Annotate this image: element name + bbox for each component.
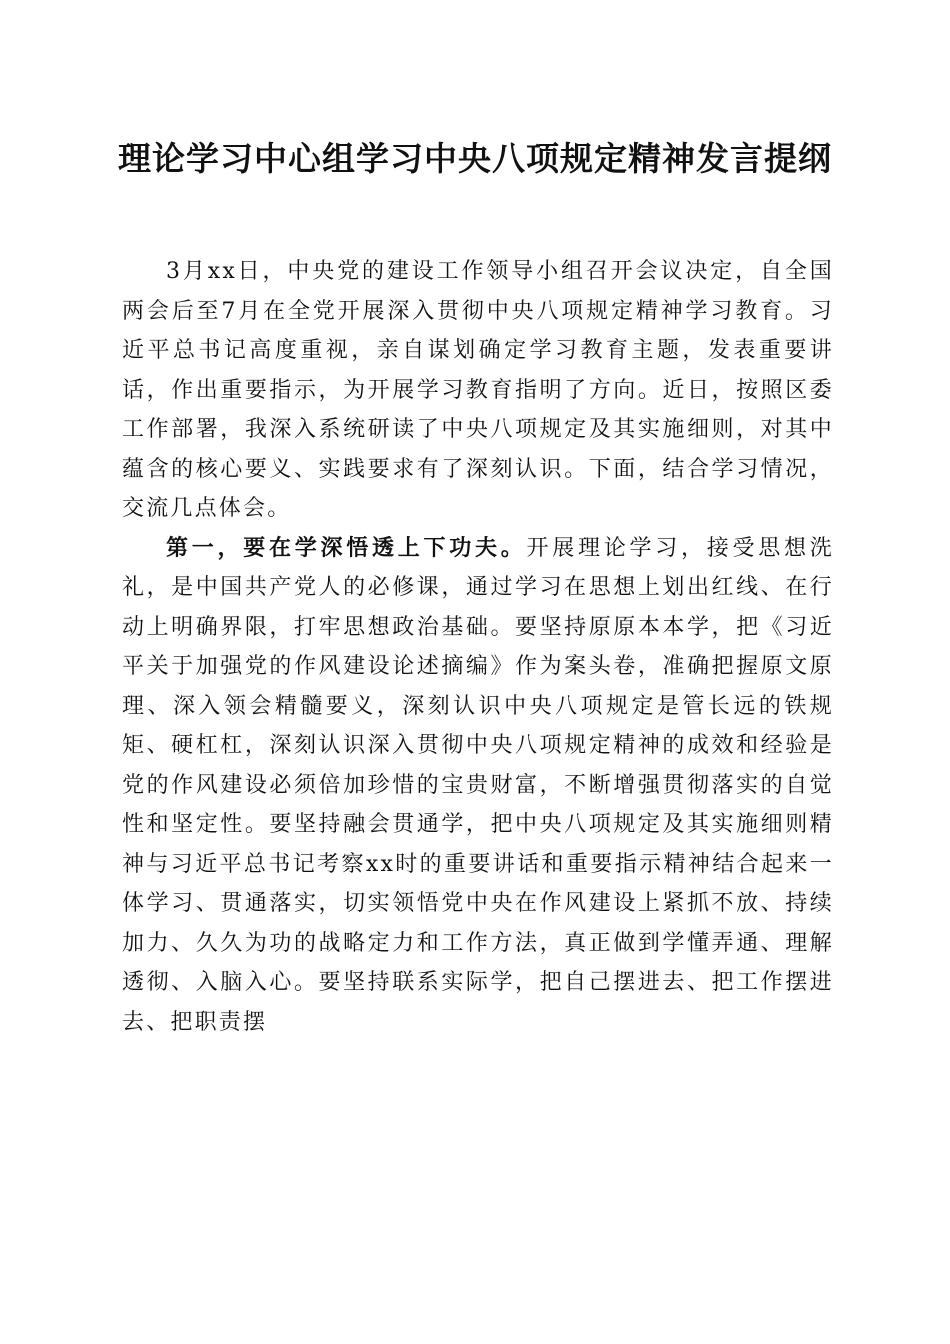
paragraph-lead: 第一，要在学深悟透上下功夫。 — [166, 534, 527, 561]
paragraph-text: 开展理论学习，接受思想洗礼，是中国共产党人的必修课，通过学习在思想上划出红线、在行动上明确界限，打牢思想政治基础。要坚持原原本本学，把《习近平关于加强党的作风建设论述摘编》作为案头卷，准确把握原文原理、深入领会精髓要义，深刻认识中央八项规定是管长远的铁规矩、硬杠杠，深刻认识深入贯彻中央八项规定精神的成效和经验是党的作风建设必须倍加珍惜的宝贵财富，不断增强贯彻落实的自觉性和坚定性。要坚持融会贯通学，把中央八项规定及其实施细则精神与习近平总书记考察xx时的重要讲话和重要指示精神结合起来一体学习、贯通落实，切实领悟党中央在作风建设上紧抓不放、持续加力、久久为功的战略定力和工作方法，真正做到学懂弄通、理解透彻、入脑入心。要坚持联系实际学，把自己摆进去、把工作摆进去、把职责摆 — [122, 535, 834, 1035]
document-body — [122, 252, 834, 1042]
paragraph-intro — [122, 252, 834, 529]
document-title: 理论学习中心组学习中央八项规定精神发言提纲 — [118, 139, 832, 178]
paragraph-first-point — [122, 529, 834, 1043]
paragraph-text: 3月xx日，中央党的建设工作领导小组召开会议决定，自全国两会后至7月在全党开展深入贯彻中央八项规定精神学习教育。习近平总书记高度重视，亲自谋划确定学习教育主题，发表重要讲话，作出重要指示，为开展学习教育指明了方向。近日，按照区委工作部署，我深入系统研读了中央八项规定及其实施细则，对其中蕴含的核心要义、实践要求有了深刻认识。下面，结合学习情况，交流几点体会。 — [122, 259, 834, 521]
